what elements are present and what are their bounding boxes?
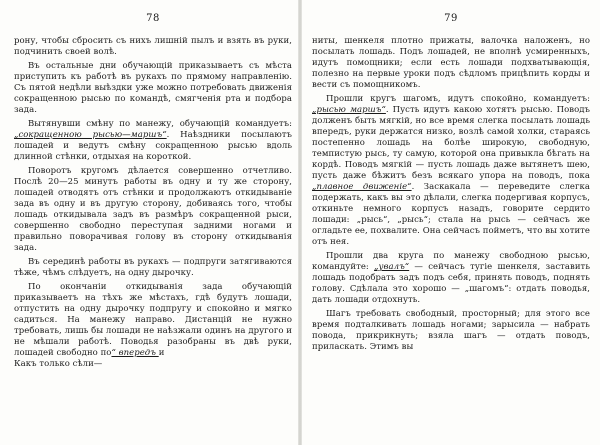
- left-page-tail-line: Какъ только сѣли—: [14, 359, 103, 369]
- left-page-paragraph: [14, 61, 292, 116]
- left-page: [14, 0, 292, 445]
- right-page-text-run: . Пусть идутъ какою хотятъ рысью. Поводъ долженъ быть мягкій, но все время слегка посылать лошадь впередъ, руки держатся низко, возлѣ самой холки, стараясь постепенно лошадь на болѣе широкую, свободную, темпистую рысь, ту самую, которой она привыкла бѣгать на кордѣ. Поводъ мягкій — пусть лошадь даже вытянетъ шею, пусть даже бѣжитъ безъ всякаго упора на поводъ, пока: [312, 105, 590, 181]
- left-page-text-run: По окончаніи откидыванія зада обучающій приказываетъ на тѣхъ же мѣстахъ, гдѣ будутъ лошади, отпустить на одну дырочку подпругу и спокойно и мягко садиться. На манежу направо. Дистанцій не нужно требовать, лишь бы лошади не наѣзжали одинъ на другого и не мѣшали работѣ. Поводья разобраны въ двѣ руки, лошадей свободно по: [14, 282, 292, 358]
- left-page-text-run: рону, чтобы сбросить съ нихъ лишній пылъ и взять въ руки, подчинить своей волѣ.: [14, 36, 292, 57]
- left-page-text: [14, 36, 292, 370]
- right-page-emphasis: „увалъ“: [374, 262, 410, 272]
- left-page-paragraph: [14, 282, 292, 359]
- left-page-number: 78: [146, 13, 160, 24]
- right-page-paragraph: [312, 251, 590, 306]
- right-page-emphasis: „рысью маршъ“: [312, 105, 386, 115]
- right-page-paragraph: [312, 36, 590, 91]
- right-page-text-run: Шагъ требовать свободный, просторный; для этого все время подталкивать лошадь ногами; зарысила — набрать повода, прикрикнуть; взяла шагъ — отдать поводъ, приласкать. Этимъ вы: [312, 309, 590, 352]
- left-page-text-run: Въ остальные дни обучающій приказываетъ съ мѣста приступить къ работѣ въ рукахъ по прямому направленію. Съ пятой недѣли выѣздки уже можно потребовать движенія сокращенною рысью по командѣ, смягченія рта и подбора зада.: [14, 61, 292, 115]
- right-page: [312, 0, 590, 445]
- right-page-text-run: ниты, шенкеля плотно прижаты, валочка наложенъ, но посылать лошадь. Подъ лошадей, не вполнѣ усмиренныхъ, идутъ помощники; если есть лошади подхватывающія, полезно на первые уроки подъ сѣдломъ прицѣпить корды и вести съ помощникомъ.: [312, 36, 590, 90]
- left-page-paragraph: [14, 36, 292, 58]
- right-page-text: [312, 36, 590, 353]
- right-page-number: 79: [444, 13, 458, 24]
- right-page-paragraph: [312, 94, 590, 248]
- right-page-text-run: Прошли кругъ шагомъ, идутъ спокойно, командуетъ:: [326, 94, 590, 104]
- left-page-text-run: Вытянувши смѣну по манежу, обучающій командуетъ:: [28, 119, 292, 129]
- right-page-text-run: . Заскакала — переведите слегка подержать, какъ вы это дѣлали, слегка подергивая корпусъ, откиньте немного корпусъ назадъ, говорите сердито лошади: „рысь“, „рысь“; стала на рысь — сейчасъ же огладьте ее, похвалите. Она сейчасъ пойметъ, что вы хотите отъ нея.: [312, 182, 590, 247]
- left-page-paragraph: [14, 166, 292, 254]
- left-page-text-run: . Наѣздники посылаютъ лошадей и ведутъ смѣну сокращенною рысью вдоль длинной стѣнки, отдыхая на короткой.: [14, 130, 292, 162]
- left-page-paragraph: [14, 119, 292, 163]
- left-page-emphasis: “ впередъ: [111, 348, 159, 358]
- right-page-text-run: Прошли два круга по манежу свободною рысью, командуйте:: [312, 251, 590, 272]
- right-page-emphasis: „плавное движеніе“: [312, 182, 412, 192]
- left-page-text-run: и: [158, 348, 165, 358]
- left-page-emphasis: „сокращенною рысью—маршъ“: [14, 130, 167, 140]
- left-page-paragraph: [14, 257, 292, 279]
- right-page-paragraph: [312, 309, 590, 353]
- left-page-text-run: Въ серединѣ работы въ рукахъ — подпруги затягиваются тѣже, чѣмъ слѣдуетъ, на одну дырочку.: [14, 257, 292, 278]
- book-gutter: [298, 0, 302, 445]
- left-page-text-run: Поворотъ кругомъ дѣлается совершенно отчетливо. Послѣ 20—25 минутъ работы въ одну и ту же сторону, лошадей отводятъ отъ стѣнки и продолжаютъ откидываніе зада въ одну и въ другую сторону, добиваясь того, чтобы лошадь откидывала задъ въ размѣръ сокращенной рыси, совершенно свободно переступая задними ногами и правильно поворачивая голову въ сторону откидыванія зада.: [14, 166, 292, 253]
- right-page-text-run: — сейчасъ тугіе шенкеля, заставить лошадь подобрать задъ подъ себя, принять поводъ, поднять голову. Сдѣлала это хорошо — „шагомъ“: отдать поводья, дать лошади отдохнуть.: [312, 262, 590, 305]
